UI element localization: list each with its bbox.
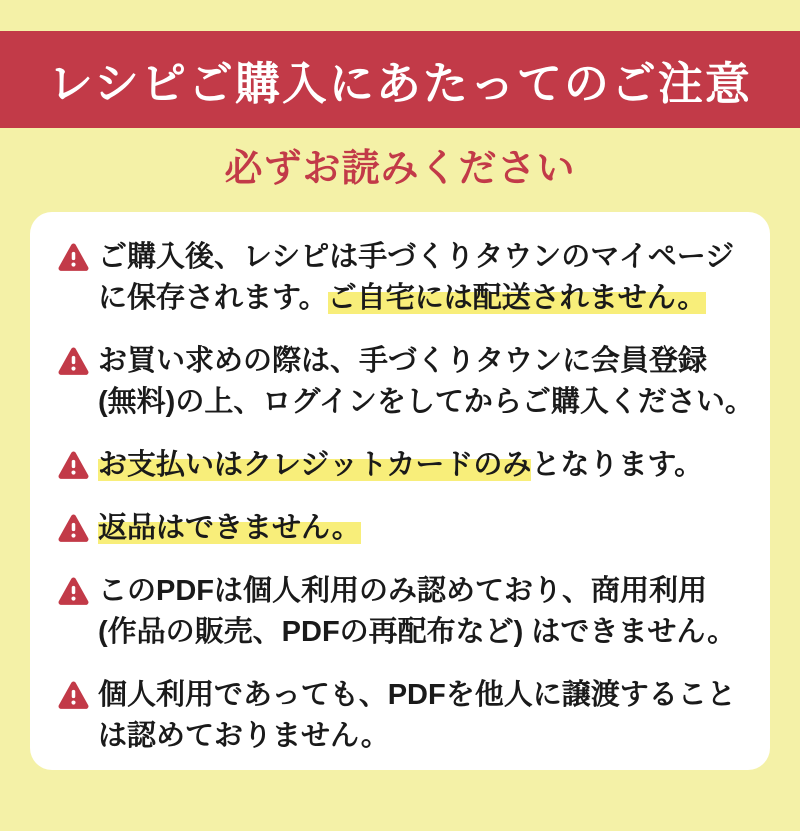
highlighted-text: ご自宅には配送されません。 [327,282,707,314]
notice-item [58,508,750,549]
notice-text: (無料)の上、ログインをしてからご購入ください。 [98,386,754,418]
warning-triangle-icon [58,347,89,376]
notice-line [98,237,734,278]
page-title: レシピご購入にあたってのご注意 [48,58,752,109]
notice-item [58,341,754,423]
notice-box [30,212,770,770]
notice-text: に保存されます。 [98,282,328,314]
notice-line [98,278,734,319]
warning-triangle-icon [58,577,89,606]
notice-text: となります。 [531,449,704,481]
warning-triangle-icon [58,681,89,710]
highlighted-text: お支払いはクレジットカードのみ [98,449,532,481]
notice-text: (作品の販売、PDFの再配布など) はできません。 [98,616,737,648]
notice-line [98,716,736,757]
notice-lines [98,571,736,653]
notice-line [98,382,754,423]
notice-line [98,571,736,612]
notice-lines [98,508,361,549]
notice-item [58,445,750,486]
notice-lines [98,445,703,486]
notice-text: ご購入後、レシピは手づくりタウンのマイページ [98,241,735,273]
notices-list [58,237,754,757]
page-subtitle: 必ずお読みください [224,148,576,190]
notice-item [58,571,750,653]
notice-text: 個人利用であっても、PDFを他人に譲渡すること [98,679,736,711]
notice-lines [98,675,736,757]
notice-line [98,445,703,486]
notice-lines [98,237,734,319]
warning-triangle-icon [58,243,89,272]
notice-line [98,675,736,716]
notice-text: は認めておりません。 [98,720,390,752]
notice-line [98,612,736,653]
warning-triangle-icon [58,514,89,543]
notice-lines [98,341,754,423]
notice-line [98,341,754,382]
warning-triangle-icon [58,451,89,480]
notice-item [58,675,750,757]
notice-item [58,237,750,319]
notice-text: このPDFは個人利用のみ認めており、商用利用 [98,575,708,607]
notice-header-banner [0,31,800,128]
notice-text: お買い求めの際は、手づくりタウンに会員登録 [98,345,708,377]
notice-line [98,508,361,549]
highlighted-text: 返品はできません。 [98,512,361,544]
